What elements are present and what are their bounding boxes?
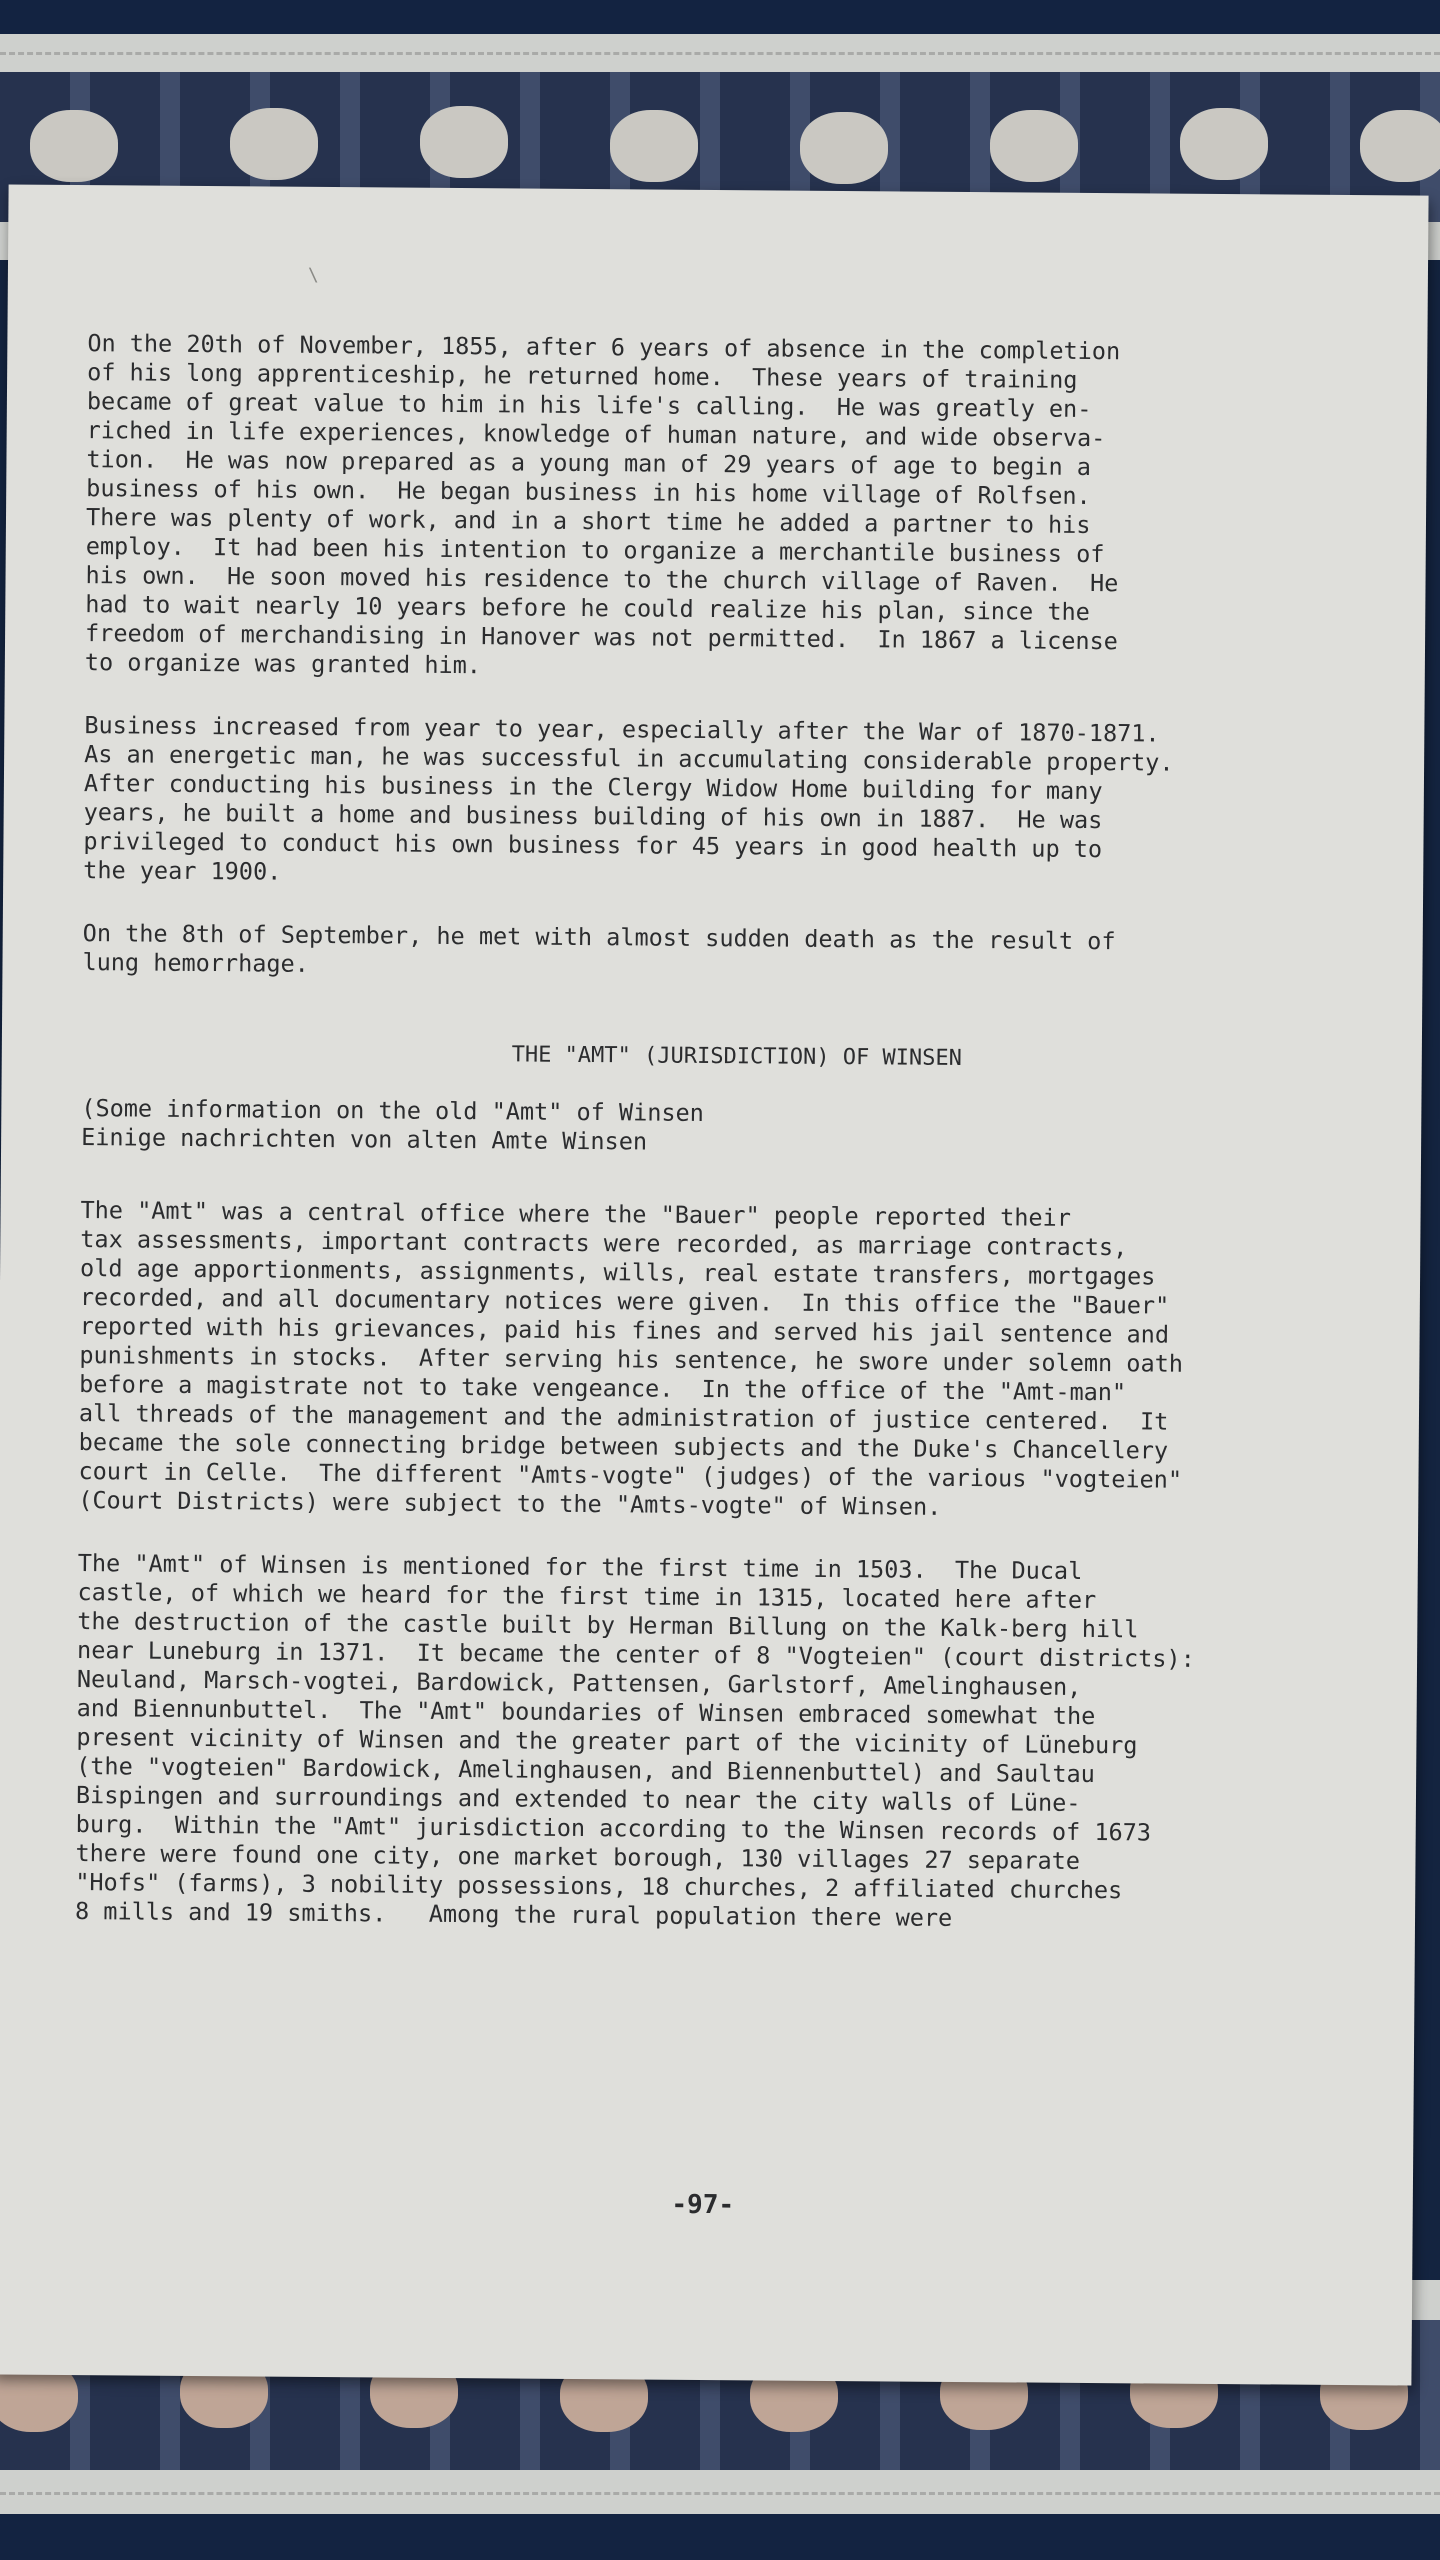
text-line: On the 8th of September, he met with almost sudden death as the result of: [82, 919, 1116, 956]
text-line: the destruction of the castle built by Herman Billung on the Kalk-berg hill: [77, 1607, 1139, 1644]
fabric-ring: [230, 108, 318, 180]
text-line: reported with his grievances, paid his fines and served his jail sentence and: [79, 1312, 1170, 1349]
text-line: court in Celle. The different "Amts-vogte" (judges) of the various "vogteien": [78, 1457, 1183, 1494]
fabric-ring: [30, 110, 118, 182]
text-line: present vicinity of Winsen and the greater part of the vicinity of Lüneburg: [76, 1723, 1138, 1760]
fabric-top-deep: [0, 0, 1440, 34]
fabric-ring: [610, 110, 698, 182]
fabric-ring: [420, 106, 508, 178]
text-line: burg. Within the "Amt" jurisdiction according to the Winsen records of 1673: [75, 1810, 1152, 1847]
text-line: the year 1900.: [83, 856, 282, 886]
text-line: (Some information on the old "Amt" of Winsen: [81, 1094, 704, 1127]
text-line: and Biennunbuttel. The "Amt" boundaries of Winsen embraced somewhat the: [76, 1694, 1096, 1731]
document-page: [0, 184, 1429, 2385]
text-line: before a magistrate not to take vengeance. In the office of the "Amt-man": [79, 1370, 1127, 1407]
fabric-bottom-stitch: [0, 2492, 1440, 2495]
text-line: all threads of the management and the administration of justice centered. It: [78, 1399, 1169, 1436]
paragraph-amt-office: [78, 1196, 1280, 1524]
text-line: of his long apprenticeship, he returned home. These years of training: [87, 358, 1078, 394]
text-line: business of his own. He began business in his home village of Rolfsen.: [86, 474, 1091, 510]
paragraph-death: [82, 919, 1282, 986]
text-line: Bispingen and surroundings and extended to near the city walls of Lüne-: [75, 1781, 1081, 1817]
text-line: There was plenty of work, and in a short time he added a partner to his: [85, 503, 1091, 539]
fabric-ring: [1180, 108, 1268, 180]
text-line: castle, of which we heard for the first time in 1315, located here after: [77, 1578, 1097, 1615]
fabric-bottom-deep: [0, 2514, 1440, 2560]
text-line: The "Amt" of Winsen is mentioned for the first time in 1503. The Ducal: [77, 1549, 1083, 1585]
fabric-ring: [990, 110, 1078, 182]
text-line: tax assessments, important contracts were recorded, as marriage contracts,: [80, 1225, 1128, 1262]
text-line: recorded, and all documentary notices were given. In this office the "Bauer": [79, 1283, 1170, 1320]
fabric-ring: [1360, 110, 1440, 182]
text-line: After conducting his business in the Clergy Widow Home building for many: [83, 769, 1103, 806]
body-text: [75, 329, 1288, 1969]
text-line: had to wait nearly 10 years before he could realize his plan, since the: [85, 590, 1090, 626]
text-line: employ. It had been his intention to organize a merchantile business of: [85, 532, 1105, 569]
text-line: punishments in stocks. After serving his sentence, he swore under solemn oath: [79, 1341, 1184, 1378]
text-line: tion. He was now prepared as a young man of 29 years of age to begin a: [86, 445, 1092, 481]
text-line: his own. He soon moved his residence to the church village of Raven. He: [85, 561, 1119, 598]
text-line: Einige nachrichten von alten Amte Winsen: [81, 1123, 648, 1156]
fabric-top-stitch: [0, 52, 1440, 55]
text-line: (Court Districts) were subject to the "Amts-vogte" of Winsen.: [78, 1486, 942, 1521]
page-number: -97-: [671, 2189, 735, 2221]
text-line: On the 20th of November, 1855, after 6 years of absence in the completion: [87, 329, 1121, 366]
text-line: freedom of merchandising in Hanover was not permitted. In 1867 a license: [84, 619, 1119, 656]
text-line: 8 mills and 19 smiths. Among the rural population there were: [74, 1897, 953, 1932]
text-line: to organize was granted him.: [84, 648, 482, 680]
text-line: lung hemorrhage.: [82, 948, 309, 978]
text-line: there were found one city, one market borough, 130 villages 27 separate: [75, 1839, 1081, 1875]
text-line: years, he built a home and business building of his own in 1887. He was: [83, 798, 1103, 835]
paragraph-business: [83, 711, 1284, 894]
section-heading: THE "AMT" (JURISDICTION) OF WINSEN: [511, 1042, 963, 1071]
pencil-mark: \: [307, 264, 319, 286]
text-line: became the sole connecting bridge between subjects and the Duke's Chancellery: [78, 1428, 1169, 1465]
text-line: Business increased from year to year, especially after the War of 1870-1871.: [84, 711, 1160, 748]
fabric-ring: [800, 112, 888, 184]
text-line: As an energetic man, he was successful in accumulating considerable property.: [84, 740, 1174, 777]
text-line: "Hofs" (farms), 3 nobility possessions, 18 churches, 2 affiliated churches: [75, 1868, 1123, 1905]
text-line: privileged to conduct his own business for 45 years in good health up to: [83, 827, 1103, 864]
text-line: old age apportionments, assignments, wills, real estate transfers, mortgages: [80, 1254, 1156, 1291]
paragraph-return-home: [85, 329, 1288, 686]
text-line: Neuland, Marsch-vogtei, Bardowick, Pattensen, Garlstorf, Amelinghausen,: [76, 1665, 1082, 1701]
paragraph-amt-history: [75, 1549, 1278, 1935]
text-line: riched in life experiences, knowledge of human nature, and wide observa-: [86, 416, 1106, 453]
text-line: became of great value to him in his life's calling. He was greatly en-: [86, 387, 1092, 423]
section-subheading: [81, 1094, 1281, 1161]
text-line: (the "vogteien" Bardowick, Amelinghausen, and Biennenbuttel) and Saultau: [76, 1752, 1095, 1789]
text-line: The "Amt" was a central office where the "Bauer" people reported their: [80, 1196, 1072, 1232]
text-line: near Luneburg in 1371. It became the center of 8 "Vogteien" (court districts):: [77, 1636, 1195, 1673]
